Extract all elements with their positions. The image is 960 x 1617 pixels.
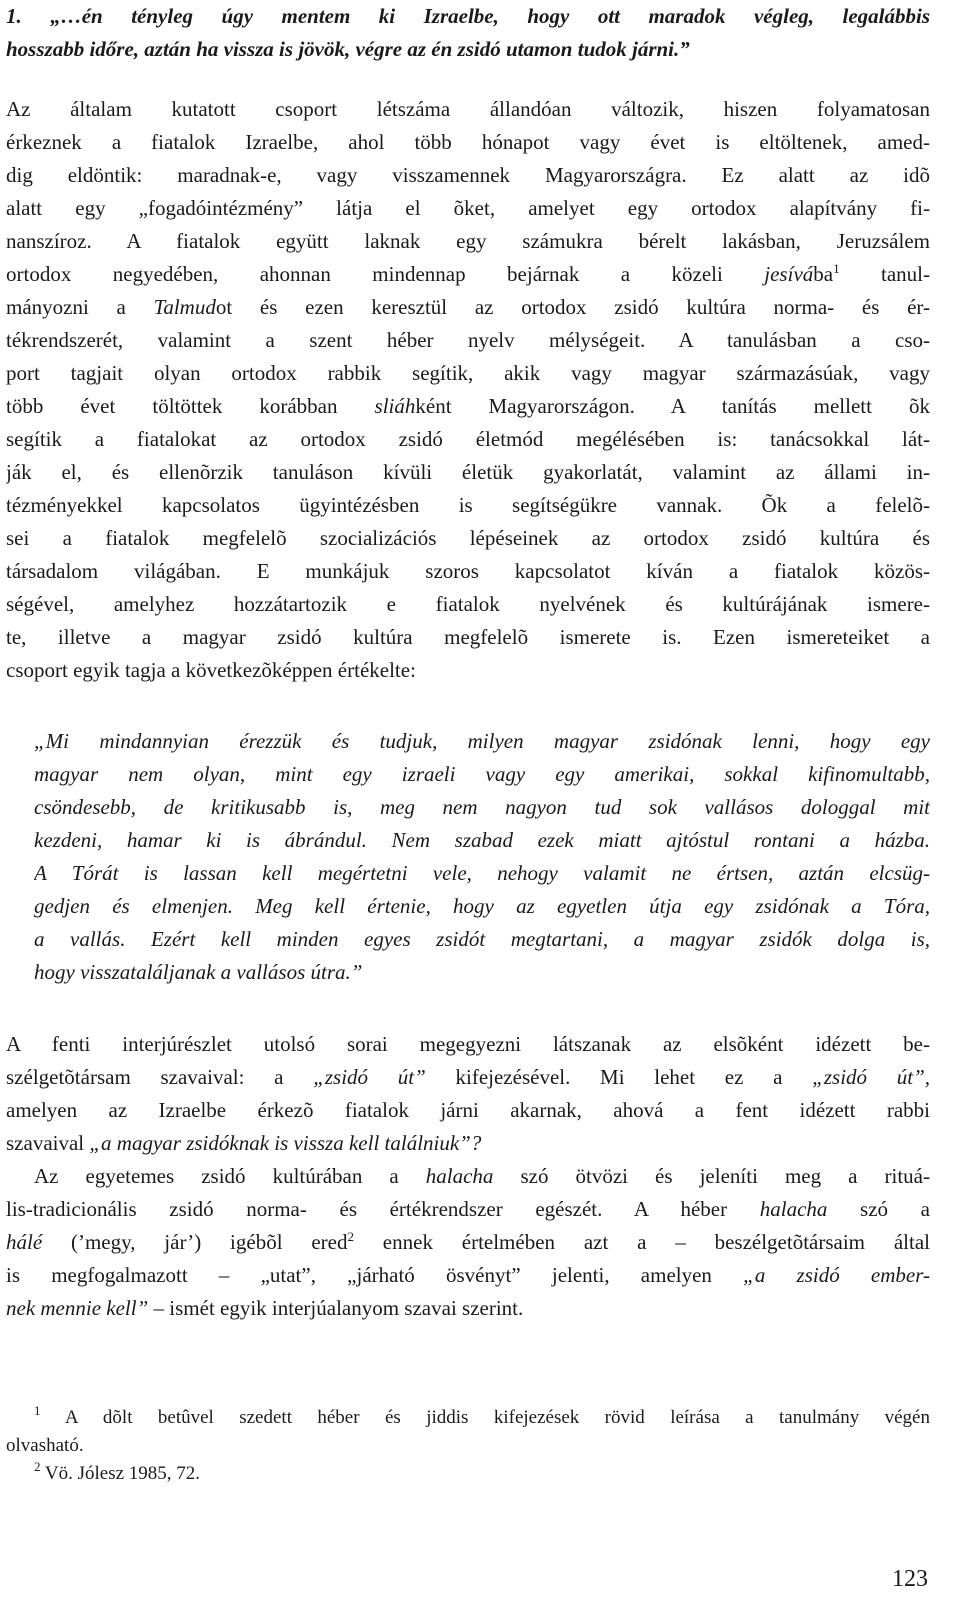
text-line (6, 1193, 930, 1226)
text-line: tézményekkel kapcsolatos ügyintézésben is segítségükre vannak. Õk a felelõ- (6, 493, 930, 517)
text-line: érkeznek a fiatalok Izraelbe, ahol több hónapot vagy évet is eltöltenek, amed- (6, 130, 930, 154)
text-run: ortodox negyedében, ahonnan mindennap bejárnak a közeli (6, 262, 765, 286)
footnote-1-continued: olvasható. (6, 1435, 84, 1456)
italic-phrase: „a magyar zsidóknak is vissza kell találniuk”? (89, 1131, 482, 1155)
text-line: A fenti interjúrészlet utolsó sorai megegyezni látszanak az elsõként idézett be- (6, 1032, 930, 1056)
text-line (6, 1160, 930, 1193)
footnotes (6, 1404, 930, 1488)
quote-line: csöndesebb, de kritikusabb is, meg nem nagyon tud sok vallásos dologgal mit (34, 795, 930, 819)
text-line (6, 1259, 930, 1292)
footnote-number: 1 (34, 1404, 41, 1418)
interview-quote (34, 725, 930, 989)
text-line (6, 1226, 930, 1259)
text-line: te, illetve a magyar zsidó kultúra megfelelõ ismerete is. Ezen ismereteiket a (6, 625, 930, 649)
text-line: dig eldöntik: maradnak-e, vagy visszamennek Magyarországra. Ez alatt az idõ (6, 163, 930, 187)
text-line: nanszíroz. A fiatalok együtt laknak egy számukra bérelt lakásban, Jeruzsálem (6, 229, 930, 253)
text-run: ot és ezen keresztül az ortodox zsidó kultúra norma- és ér- (215, 295, 930, 319)
footnote-text: A dõlt betûvel szedett héber és jiddis kifejezések rövid leírása a tanulmány végén (40, 1407, 930, 1428)
italic-term: halacha (759, 1197, 828, 1221)
footnote-1 (6, 1404, 930, 1432)
text-run: (’megy, jár’) igébõl ered (42, 1230, 348, 1254)
text-line (6, 1292, 930, 1325)
text-run: ennek értelmében azt a – beszélgetõtársaim által (353, 1230, 930, 1254)
text-line (6, 1061, 930, 1094)
text-line: amelyen az Izraelbe érkezõ fiatalok járni akarnak, ahová a fent idézett rabbi (6, 1098, 930, 1122)
text-run: szavaival (6, 1131, 90, 1155)
text-run: szó ötvözi és jeleníti meg a rituá- (493, 1164, 930, 1188)
italic-term: hálé (6, 1230, 43, 1254)
opening-quote (6, 0, 930, 66)
text-line: segítik a fiatalokat az ortodox zsidó életmód megélésében is: tanácsokkal lát- (6, 427, 930, 451)
text-run: Az egyetemes zsidó kultúrában a (34, 1164, 426, 1188)
italic-phrase: „a zsidó ember- (743, 1263, 930, 1287)
quote-line: a vallás. Ezért kell minden egyes zsidót megtartani, a magyar zsidók dolga is, (34, 927, 930, 951)
text-line: alatt egy „fogadóintézmény” látja el õket, amelyet egy ortodox alapítvány fi- (6, 196, 930, 220)
text-run: több évet töltöttek korábban (6, 394, 375, 418)
text-line: ségével, amelyhez hozzátartozik e fiatalok nyelvének és kultúrájának ismere- (6, 592, 930, 616)
text-line (6, 258, 930, 291)
italic-term: sliáh (374, 394, 416, 418)
text-line: port tagjait olyan ortodox rabbik segítik, akik vagy magyar származásúak, vagy (6, 361, 930, 385)
paragraph-3 (6, 1160, 930, 1325)
text-line (6, 291, 930, 324)
text-line: csoport egyik tagja a következõképpen értékelte: (6, 658, 416, 682)
footnote-number: 2 (34, 1460, 41, 1474)
opening-quote-line: hosszabb időre, aztán ha vissza is jövök, végre az én zsidó utamon tudok járni.” (6, 37, 690, 61)
footnote-ref-2[interactable]: 2 (347, 1229, 354, 1244)
text-run: lis-tradicionális zsidó norma- és értékrendszer egészét. A héber (6, 1197, 760, 1221)
paragraph-1 (6, 93, 930, 687)
text-line: társadalom világában. E munkájuk szoros kapcsolatot kíván a fiatalok közös- (6, 559, 930, 583)
paragraph-2 (6, 1028, 930, 1160)
page-number: 123 (892, 1566, 928, 1592)
text-run: mányozni a (6, 295, 154, 319)
text-run: ba (813, 262, 834, 286)
italic-term: jesívá (764, 262, 814, 286)
opening-quote-line: 1. „…én tényleg úgy mentem ki Izraelbe, hogy ott maradok végleg, legalábbis (6, 4, 930, 28)
text-line: ják el, és ellenõrzik tanuláson kívüli életük gyakorlatát, valamint az állami in- (6, 460, 930, 484)
text-run: is megfogalmazott – „utat”, „járható ösvényt” jelenti, amelyen (6, 1263, 744, 1287)
footnote-text: Vö. Jólesz 1985, 72. (40, 1463, 201, 1484)
italic-term: Talmud (153, 295, 216, 319)
italic-phrase: „zsidó út” (313, 1065, 426, 1089)
text-line (6, 1127, 930, 1160)
quote-line: gedjen és elmenjen. Meg kell értenie, hogy az egyetlen útja egy zsidónak a Tóra, (34, 894, 930, 918)
italic-phrase: „zsidó út”, (812, 1065, 930, 1089)
quote-line: hogy visszataláljanak a vallásos útra.” (34, 960, 363, 984)
italic-phrase: nek mennie kell” (6, 1296, 149, 1320)
quote-line: „Mi mindannyian érezzük és tudjuk, milyen magyar zsidónak lenni, hogy egy (34, 729, 930, 753)
text-run: szélgetõtársam szavaival: a (6, 1065, 314, 1089)
quote-line: kezdeni, hamar ki is ábrándul. Nem szabad ezek miatt ajtóstul rontani a házba. (34, 828, 930, 852)
text-line: sei a fiatalok megfelelõ szocializációs lépéseinek az ortodox zsidó kultúra és (6, 526, 930, 550)
text-run: tanul- (839, 262, 930, 286)
text-line (6, 390, 930, 423)
text-run: kifejezésével. Mi lehet ez a (425, 1065, 813, 1089)
quote-line: magyar nem olyan, mint egy izraeli vagy egy amerikai, sokkal kifinomultabb, (34, 762, 930, 786)
text-run: – ismét egyik interjúalanyom szavai szerint. (148, 1296, 524, 1320)
quote-line: A Tórát is lassan kell megértetni vele, nehogy valamit ne értsen, aztán elcsüg- (34, 861, 930, 885)
footnote-ref-1[interactable]: 1 (833, 261, 840, 276)
text-line: tékrendszerét, valamint a szent héber nyelv mélységeit. A tanulásban a cso- (6, 328, 930, 352)
text-line: Az általam kutatott csoport létszáma állandóan változik, hiszen folyamatosan (6, 97, 930, 121)
text-run: ként Magyarországon. A tanítás mellett õk (415, 394, 930, 418)
text-run: szó a (827, 1197, 930, 1221)
footnote-2 (6, 1460, 930, 1488)
italic-term: halacha (425, 1164, 494, 1188)
